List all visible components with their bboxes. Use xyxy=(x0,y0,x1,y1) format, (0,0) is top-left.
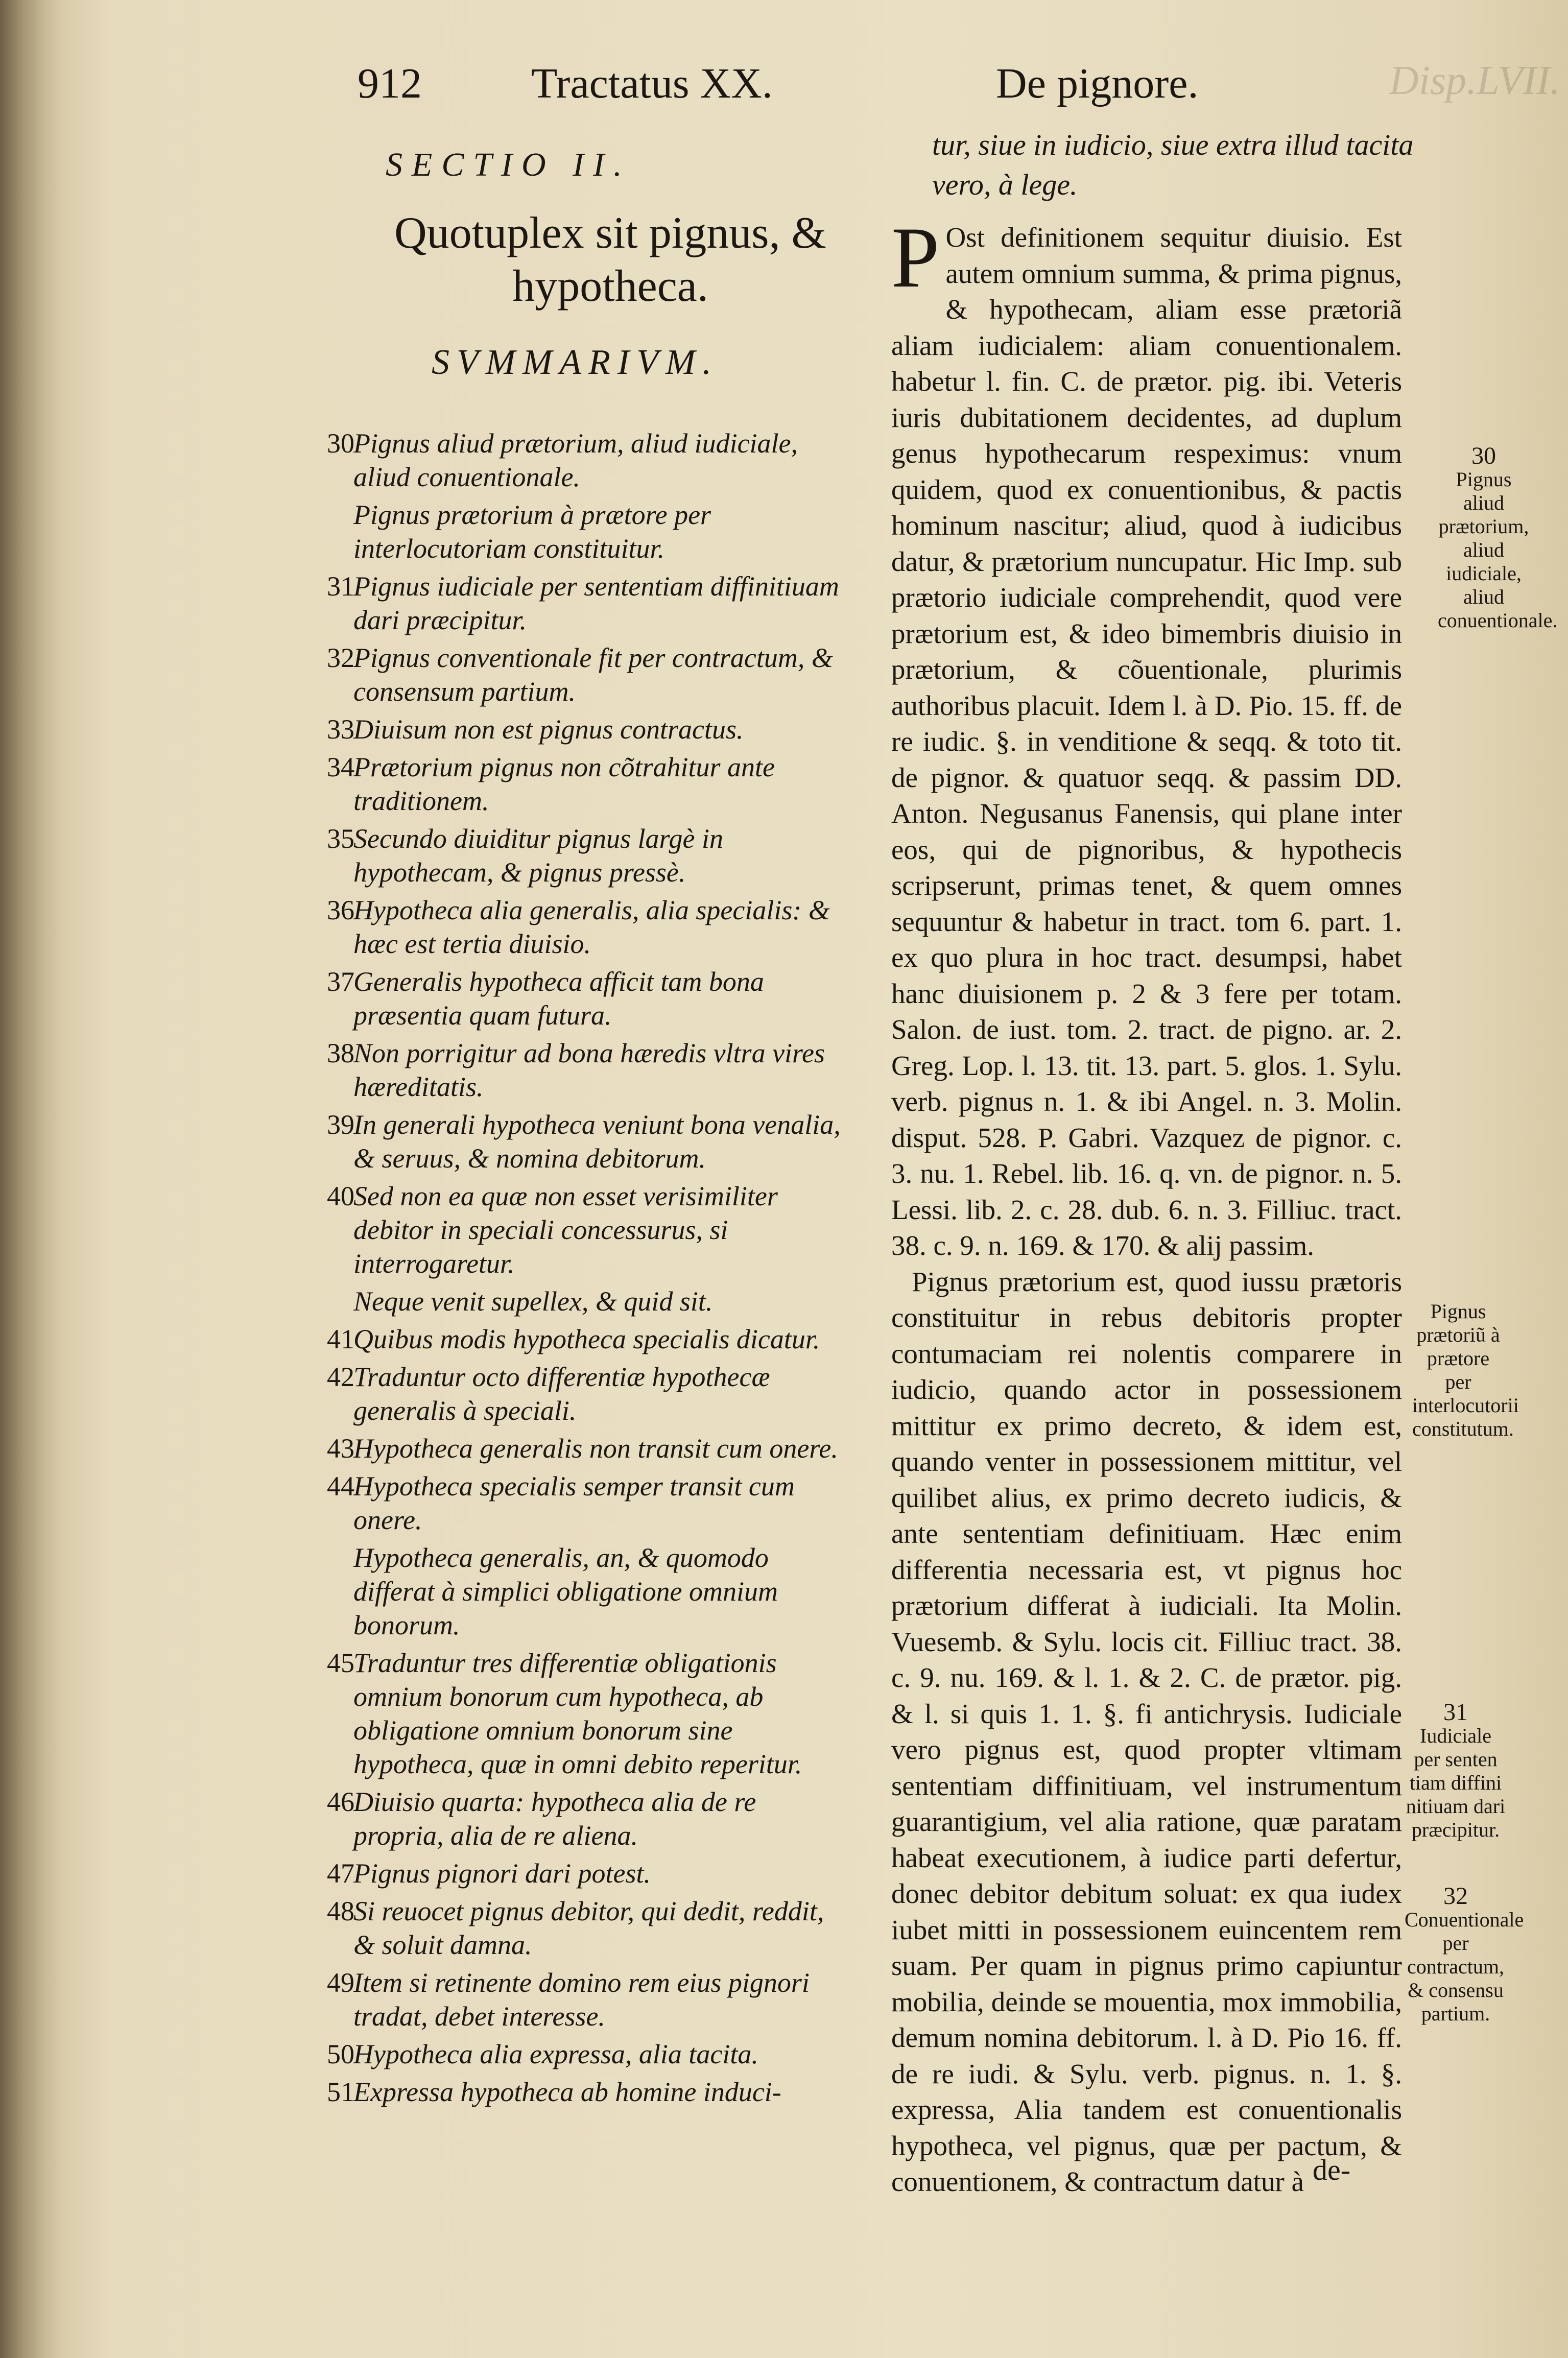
main-text xyxy=(891,209,1402,2200)
summary-item-number: 50 xyxy=(327,2039,354,2069)
summary-item-text: Generalis hypotheca afficit tam bona præsentia quam futura. xyxy=(353,966,764,1031)
summary-item-number: 43 xyxy=(327,1433,354,1464)
summary-item-number: 42 xyxy=(327,1362,354,1392)
summary-item-number: 32 xyxy=(327,642,354,673)
summary-item-number: 51 xyxy=(327,2077,354,2107)
section-label: SECTIO II. xyxy=(386,146,631,183)
summary-item-text: Traduntur tres differentiæ obligationis omnium bonorum cum hypotheca, ab obligatione omnium bonorum sine hypotheca, quæ in omni debito reperitur. xyxy=(353,1648,802,1779)
section-title: Quotuplex sit pignus, & hypotheca. xyxy=(394,208,826,311)
summary-item-number: 44 xyxy=(327,1471,354,1502)
summary-item-text: Pignus aliud prætorium, aliud iudiciale, aliud conuentionale. xyxy=(353,428,798,492)
summary-item xyxy=(327,1894,843,1962)
summary-item-text: Hypotheca generalis, an, & quomodo differat à simplici obligatione omnium bonorum. xyxy=(353,1542,778,1640)
summary-item-text: Pignus prætorium à prætore per interlocutoriam constituitur. xyxy=(353,499,711,564)
summary-item-text: Si reuocet pignus debitor, qui dedit, reddit, & soluit damna. xyxy=(353,1896,824,1960)
show-through-text: Disp.LVII. xyxy=(1389,58,1560,103)
page-gutter xyxy=(0,0,49,2358)
paragraph xyxy=(891,1264,1402,2200)
summary-item-text: Secundo diuiditur pignus largè in hypothecam, & pignus pressè. xyxy=(353,823,723,888)
summary-item-number xyxy=(327,1541,353,1642)
summary-list xyxy=(327,426,843,2113)
summary-item-text: Pignus iudiciale per sententiam diffinitiuam dari præcipitur. xyxy=(353,571,839,635)
summary-item-text: Expressa hypotheca ab homine induci- xyxy=(353,2077,781,2107)
margin-note-text: Pignus aliud prætorium, aliud iudiciale, aliud conuentionale. xyxy=(1438,468,1558,632)
running-title: Tractatus XX. xyxy=(531,60,773,107)
margin-note-text: Conuentionale per contractum, & consensu partium. xyxy=(1405,1908,1524,2025)
summary-item xyxy=(327,1036,843,1104)
summary-item-number: 48 xyxy=(327,1896,354,1926)
summary-item-text: Hypotheca specialis semper transit cum onere. xyxy=(353,1471,795,1535)
summary-item xyxy=(327,1432,843,1465)
summary-item-number: 45 xyxy=(327,1648,354,1678)
summary-item xyxy=(327,498,843,565)
margin-number: 30 xyxy=(1471,442,1496,469)
summary-item-number: 49 xyxy=(327,1967,354,1998)
margin-note-praetorium xyxy=(1412,1300,1519,1441)
summary-item-text: In generali hypotheca veniunt bona venalia, & seruus, & nomina debitorum. xyxy=(353,1109,841,1174)
paragraph-text: Pignus prætorium est, quod iussu prætoris constituitur in rebus debitoris propter contumaciam rei nolentis comparere in iudicio, quando actor in possessionem mittitur ex primo decreto, & idem est, quando venter in possessionem mittitur, vel quilibet alius, ex primo decreto iudicis, & ante sententiam definitiuam. Hæc enim differentia necessaria est, vt pignus hoc prætorium differat à iudiciali. Ita Molin. Vuesemb. & Sylu. locis cit. Filliuc tract. 38. c. 9. nu. 169. & l. 1. & 2. C. de prætor. pig. & l. si quis 1. 1. §. fi antichrysis. Iudiciale vero pignus est, quod propter vltimam sententiam diffinitiuam, vel instrumentum guarantigium, vel alia ratione, quæ paratam habeat executionem, à iudice parti defertur, donec debitor debitum soluat: ex qua iudex iubet mitti in possessionem euincentem rem suam. Per quam in pignus primo capiuntur mobilia, deinde se mouentia, mox immobilia, demum nomina debitorum. l. à D. Pio 16. ff. de re iudi. & Sylu. verb. pignus. n. 1. §. expressa, Alia tandem est conuentionalis hypotheca, vel pignus, quæ per pactum, & conuentionem, & contractum datur à xyxy=(891,1266,1402,2197)
summary-item-text: Hypotheca alia expressa, alia tacita. xyxy=(353,2039,758,2069)
running-title-right: De pignore. xyxy=(996,60,1199,107)
summary-item-text: Diuisio quarta: hypotheca alia de re propria, alia de re aliena. xyxy=(353,1787,756,1851)
summary-item-text: Hypotheca alia generalis, alia specialis: & hæc est tertia diuisio. xyxy=(353,895,830,959)
margin-note-30 xyxy=(1438,442,1558,632)
margin-note-text: Pignus prætoriũ à prætore per interlocutorii constitutum. xyxy=(1412,1300,1519,1440)
summary-item xyxy=(327,893,843,961)
summary-item-number: 34 xyxy=(327,752,354,782)
summary-item xyxy=(327,1856,843,1890)
summary-item xyxy=(327,426,843,494)
summary-item-number: 31 xyxy=(327,571,354,602)
summary-item xyxy=(327,965,843,1032)
catchword: de- xyxy=(1313,2153,1351,2186)
margin-note-text: Iudiciale per senten tiam diffini nitiuam dari præcipitur. xyxy=(1406,1724,1506,1841)
summary-item xyxy=(327,1284,843,1318)
drop-cap: P xyxy=(891,209,940,305)
summary-item xyxy=(327,1966,843,2033)
summary-item xyxy=(327,641,843,708)
summary-item-text: Neque venit supellex, & quid sit. xyxy=(353,1286,713,1317)
summary-item-text: Prætorium pignus non cõtrahitur ante traditionem. xyxy=(353,752,775,816)
summary-item xyxy=(327,1785,843,1852)
summary-item xyxy=(327,1322,843,1356)
summary-item-text: Pignus conventionale fit per contractum, & consensum partium. xyxy=(353,642,833,707)
summary-item-number: 46 xyxy=(327,1787,354,1817)
summary-item-number: 33 xyxy=(327,714,354,745)
summary-item-text: Item si retinente domino rem eius pignori tradat, debet interesse. xyxy=(353,1967,810,2032)
page-number: 912 xyxy=(358,60,422,107)
summary-item-text: Non porrigitur ad bona hæredis vltra vires hæreditatis. xyxy=(353,1038,825,1102)
summary-item xyxy=(327,2037,843,2071)
summary-item-text: Traduntur octo differentiæ hypothecæ generalis à speciali. xyxy=(353,1362,770,1426)
summary-item-number: 39 xyxy=(327,1109,354,1140)
summary-item xyxy=(327,569,843,637)
summary-item xyxy=(327,1179,843,1280)
summary-item-text: Sed non ea quæ non esset verisimiliter debitor in speciali concessurus, si interrogaretur. xyxy=(353,1181,778,1279)
summary-item xyxy=(327,822,843,889)
summary-item-number xyxy=(327,498,353,565)
summary-item-number: 30 xyxy=(327,428,354,459)
column-continuation: tur, siue in iudicio, siue extra illud tacita vero, à lege. xyxy=(932,128,1414,201)
summary-item-text: Diuisum non est pignus contractus. xyxy=(353,714,744,745)
summary-item xyxy=(327,712,843,746)
margin-note-32 xyxy=(1405,1883,1524,2026)
summary-item xyxy=(327,1541,843,1642)
summary-item-text: Quibus modis hypotheca specialis dicatur. xyxy=(353,1324,820,1354)
summary-item-number: 36 xyxy=(327,895,354,925)
summary-item xyxy=(327,1108,843,1175)
summary-item-text: Hypotheca generalis non transit cum onere. xyxy=(353,1433,838,1464)
margin-number: 32 xyxy=(1443,1883,1468,1910)
summary-item xyxy=(327,2075,843,2109)
summary-item-text: Pignus pignori dari potest. xyxy=(353,1858,651,1889)
margin-number: 31 xyxy=(1443,1699,1468,1726)
summary-item-number: 35 xyxy=(327,823,354,854)
summary-item-number: 41 xyxy=(327,1324,354,1354)
summary-item-number xyxy=(327,1284,353,1318)
summary-item xyxy=(327,750,843,818)
summary-label: SVMMARIVM. xyxy=(432,343,719,382)
summary-item xyxy=(327,1469,843,1537)
summary-item xyxy=(327,1646,843,1781)
paragraph xyxy=(891,209,1402,1264)
summary-item-number: 47 xyxy=(327,1858,354,1889)
summary-item xyxy=(327,1360,843,1427)
summary-item-number: 40 xyxy=(327,1181,354,1211)
summary-item-number: 37 xyxy=(327,966,354,997)
summary-item-number: 38 xyxy=(327,1038,354,1068)
paragraph-text: Ost definitionem sequitur diuisio. Est autem omnium summa, & prima pignus, & hypothecam, aliam esse prætoriã aliam iudicialem: aliam conuentionalem. habetur l. fin. C. de prætor. pig. ibi. Veteris iuris dubitationem decidentes, ad duplum genus hypothecarum respeximus: vnum quidem, quod ex conuentionibus, & pactis hominum nascitur; aliud, quod à iudicibus datur, & prætorium nuncupatur. Hic Imp. sub prætorio iudiciale comprehendit, quod vere prætorium est, & ideo bimembris diuisio in prætorium, & cõuentionale, plurimis authoribus placuit. Idem l. à D. Pio. 15. ff. de re iudic. §. in venditione & seqq. & toto tit. de pignor. & quatuor seqq. & passim DD. Anton. Negusanus Fanensis, qui plane inter eos, qui de pignoribus, & hypothecis scripserunt, primas tenet, & quem omnes sequuntur & habetur in tract. tom 6. part. 1. ex quo plura in hoc tract. desumpsi, habet hanc diuisionem p. 2 & 3 fere per totam. Salon. de iust. tom. 2. tract. de pigno. ar. 2. Greg. Lop. l. 13. tit. 13. part. 5. glos. 1. Sylu. verb. pignus n. 1. & ibi Angel. n. 3. Molin. disput. 528. P. Gabri. Vazquez de pignor. c. 3. nu. 1. Rebel. lib. 16. q. vn. de pignor. n. 5. Lessi. lib. 2. c. 28. dub. 6. n. 3. Filliuc. tract. 38. c. 9. n. 169. & 170. & alij passim. xyxy=(891,222,1402,1261)
margin-note-31 xyxy=(1405,1701,1507,1842)
